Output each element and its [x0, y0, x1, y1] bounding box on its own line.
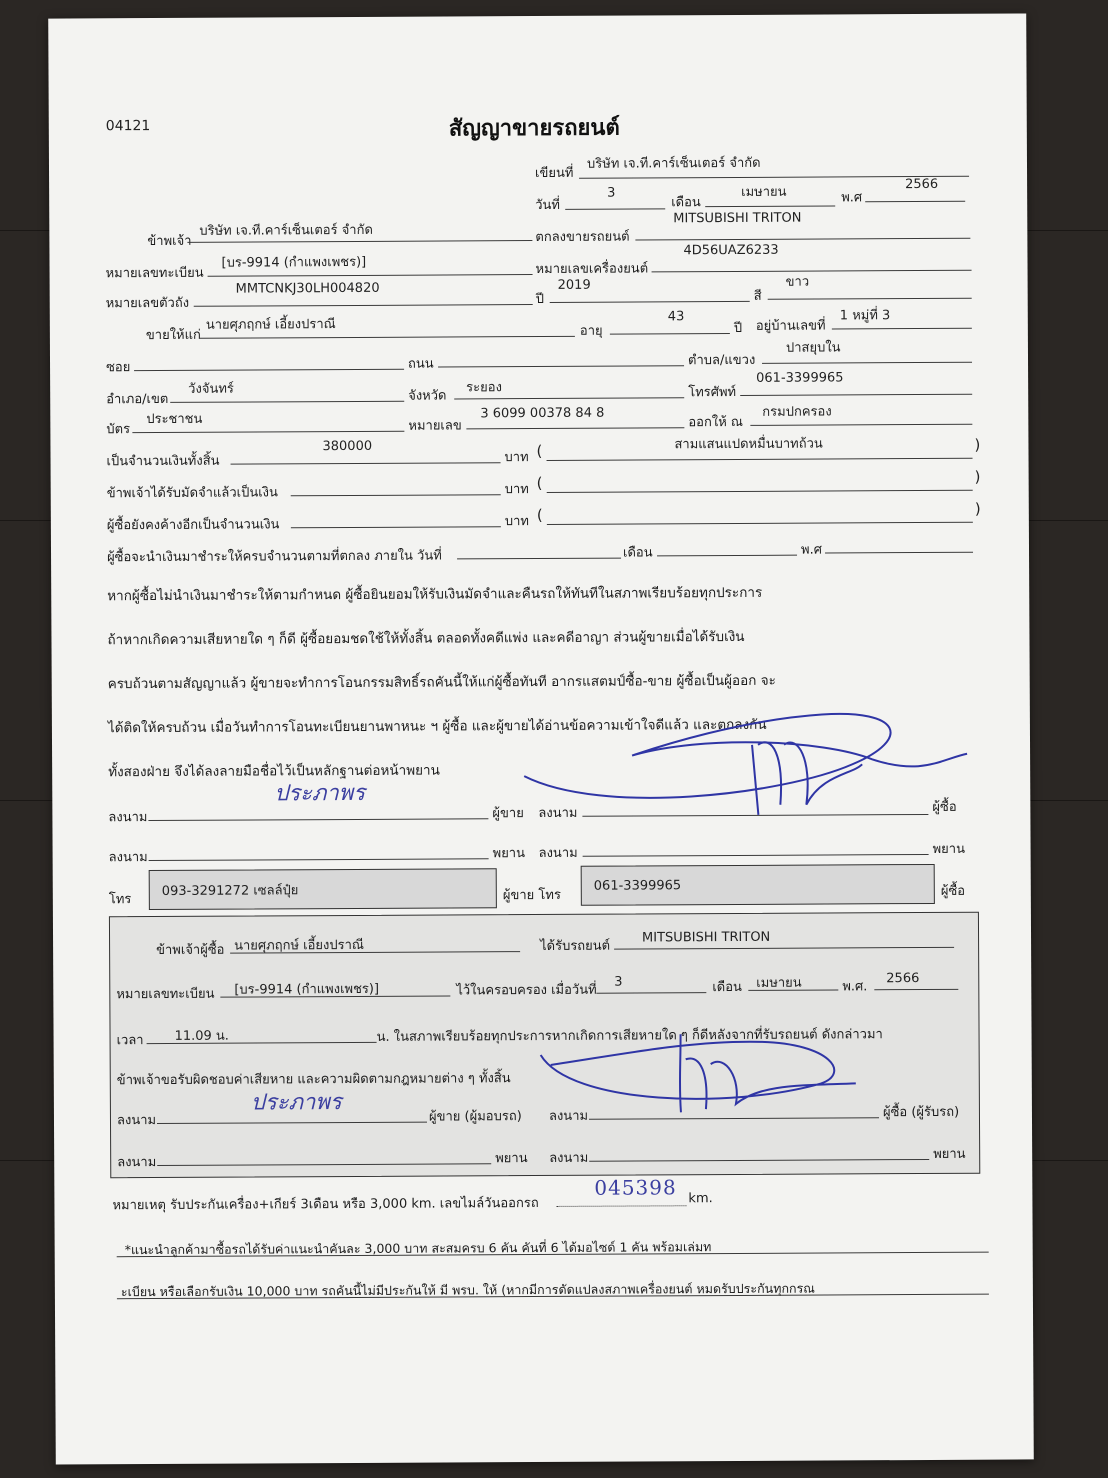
- road-label: ถนน: [407, 356, 434, 372]
- subdistrict-label: ตำบล/แขวง: [687, 352, 756, 369]
- due-label: ผู้ซื้อจะนำเงินมาชำระให้ครบจำนวนตามที่ตกลง ภายใน วันที่: [107, 548, 442, 566]
- underline: [208, 274, 533, 277]
- document-title: สัญญาขายรถยนต์: [448, 115, 620, 142]
- car-model-value: MITSUBISHI TRITON: [673, 210, 802, 227]
- deposit-label: ข้าพเจ้าได้รับมัดจำแล้วเป็นเงิน: [106, 485, 278, 502]
- underline: [705, 205, 835, 207]
- seller-phone-box: 093-3291272 เซลล์ปุ๋ย: [149, 868, 497, 910]
- underline: [762, 362, 972, 364]
- month-value: เมษายน: [741, 184, 787, 200]
- underline: [550, 301, 750, 303]
- year-label: พ.ศ: [841, 190, 863, 206]
- chassis-label: หมายเลขตัวถัง: [105, 295, 190, 312]
- mileage-dotted-line: [556, 1205, 686, 1207]
- phone-label: โทรศัพท์: [688, 384, 737, 401]
- sign-label: ลงนาม: [538, 845, 578, 862]
- agree-sell-label: ตกลงขายรถยนต์: [535, 229, 630, 246]
- year-unit: ปี: [733, 320, 743, 336]
- time-value: 11.09 น.: [174, 1028, 229, 1044]
- underline: [825, 552, 973, 554]
- day-value: 3: [607, 185, 616, 201]
- liability-text: ข้าพเจ้าขอรับผิดชอบค่าเสียหาย และความผิดตามกฎหมายต่าง ๆ ทั้งสิ้น: [116, 1071, 511, 1089]
- balance-label: ผู้ซื้อยังคงค้างอีกเป็นจำนวนเงิน: [106, 517, 280, 534]
- underline: [457, 558, 621, 560]
- color-label: สี: [753, 288, 762, 304]
- province-label: จังหวัด: [408, 388, 447, 404]
- receipt-seller-role: ผู้ขาย (ผู้มอบรถ): [428, 1109, 522, 1125]
- receipt-buyer-name: นายศุภฤกษ์ เอี้ยงปราณี: [234, 937, 365, 954]
- buyer-signature: [522, 704, 973, 816]
- underline: [291, 526, 501, 528]
- receipt-seller-handwritten-signature: ประภาพร: [250, 1090, 342, 1116]
- underline: [231, 462, 501, 464]
- underline: [134, 369, 404, 371]
- underline: [157, 1122, 427, 1124]
- card-no-value: 3 6099 00378 84 8: [480, 405, 605, 422]
- model-year-value: 2019: [557, 277, 591, 293]
- issued-by-value: กรมปกครอง: [762, 404, 832, 420]
- sign-label: ลงนาม: [108, 850, 148, 866]
- written-at-label: เขียนที่: [534, 165, 574, 182]
- receipt-year-label: พ.ศ.: [842, 979, 868, 995]
- time-label: เวลา: [116, 1033, 144, 1049]
- terms-line: ถ้าหากเกิดความเสียหายใด ๆ ก็ดี ผู้ซื้อยอมชดใช้ให้ทั้งสิ้น ตลอดทั้งคดีแพ่ง และคดีอาญา ส่วนผู้ขายเมื่อได้รับเงิน: [107, 628, 745, 649]
- underline: [768, 298, 972, 300]
- baht-label: บาท: [504, 450, 529, 466]
- vehicle-receipt-box: [109, 912, 980, 1179]
- terms-line: หากผู้ซื้อไม่นำเงินมาชำระให้ตามกำหนด ผู้ซื้อยินยอมให้รับเงินมัดจำและคืนรถให้ทันทีในสภาพเรียบร้อยทุกประการ: [107, 584, 763, 605]
- house-no-value: 1 หมู่ที่ 3: [839, 308, 891, 324]
- age-value: 43: [667, 309, 685, 325]
- plate-value: [บร-9914 (กำแพงเพชร)]: [221, 254, 367, 271]
- tel-label: โทร: [108, 892, 132, 908]
- underline: [874, 989, 958, 990]
- seller-role: ผู้ขาย: [492, 806, 524, 822]
- possession-label: ไว้ในครอบครอง เมื่อวันที่: [456, 982, 597, 999]
- underline: [547, 522, 973, 525]
- age-label: อายุ: [579, 323, 603, 339]
- i-buyer-label: ข้าพเจ้าผู้ซื้อ: [156, 942, 225, 959]
- underline: [589, 1159, 929, 1162]
- referral-note-line2: ะเบียน หรือเลือกรับเงิน 10,000 บาท รถคันนี้ไม่มีประกันให้ มี พรบ. ให้ (หากมีการดัดแปลงสภาพเครื่องยนต์ หมดรับประกันทุกกรณ: [120, 1280, 815, 1300]
- receipt-month-label: เดือน: [712, 979, 742, 996]
- sign-label: ลงนาม: [548, 1108, 589, 1124]
- underline: [132, 431, 404, 433]
- underline: [157, 1163, 491, 1166]
- receipt-plate-label: หมายเลขทะเบียน: [116, 986, 215, 1003]
- mileage-handwritten: 045398: [594, 1175, 677, 1200]
- due-month-label: เดือน: [622, 545, 653, 561]
- buyer-role: ผู้ซื้อ: [940, 883, 966, 899]
- underline: [865, 201, 965, 203]
- card-value: ประชาชน: [146, 411, 203, 428]
- underline: [194, 304, 533, 307]
- month-label: เดือน: [671, 195, 701, 211]
- card-label: บัตร: [106, 422, 131, 438]
- underline: [170, 401, 404, 403]
- province-value: ระยอง: [466, 380, 502, 396]
- witness-role: พยาน: [932, 841, 965, 857]
- underline: [614, 947, 954, 950]
- card-no-label: หมายเลข: [408, 418, 462, 434]
- sign-label: ลงนาม: [538, 805, 578, 822]
- underline: [148, 818, 488, 821]
- underline: [652, 270, 972, 273]
- day-label: วันที่: [535, 197, 561, 214]
- terms-line: ทั้งสองฝ่าย จึงได้ลงลายมือชื่อไว้เป็นหลักฐานต่อหน้าพยาน: [108, 762, 440, 781]
- condition-text: น. ในสภาพเรียบร้อยทุกประการหากเกิดการเสียหายใด ๆ ก็ดีหลังจากที่รับรถยนต์ ดังกล่าวมา: [376, 1027, 883, 1045]
- paren-open: (: [536, 473, 543, 493]
- baht-label: บาท: [504, 514, 530, 530]
- witness-role: พยาน: [495, 1151, 528, 1167]
- underline: [438, 365, 684, 367]
- seller-handwritten-signature: ประภาพร: [274, 780, 366, 807]
- subdistrict-value: ปาสยุบใน: [785, 340, 841, 356]
- receipt-buyer-role: ผู้ซื้อ (ผู้รับรถ): [882, 1104, 960, 1121]
- total-words: สามแสนแปดหมื่นบาทถ้วน: [674, 436, 823, 453]
- underline: [832, 328, 972, 330]
- terms-line: ได้ติดให้ครบถ้วน เมื่อวันทำการโอนทะเบียนยานพาหนะ ฯ ผู้ซื้อ และผู้ขายได้อ่านข้อความเข้าใจดีแล้ว และตกลงกัน: [107, 716, 767, 737]
- written-at-value: บริษัท เจ.ที.คาร์เซ็นเตอร์ จำกัด: [586, 155, 761, 172]
- document-number: 04121: [105, 118, 151, 135]
- receipt-day-value: 3: [614, 974, 623, 990]
- underline: [149, 858, 489, 861]
- seller-tel-label: ผู้ขาย โทร: [502, 887, 561, 904]
- km-unit: km.: [688, 1191, 713, 1207]
- witness-role: พยาน: [933, 1146, 966, 1162]
- paren-open: (: [536, 505, 543, 525]
- receipt-car-value: MITSUBISHI TRITON: [642, 929, 771, 946]
- soi-label: ซอย: [106, 360, 131, 376]
- underline: [291, 494, 501, 496]
- due-year-label: พ.ศ: [800, 542, 823, 558]
- sign-label: ลงนาม: [549, 1150, 589, 1166]
- seller-label: ข้าพเจ้า: [147, 233, 192, 250]
- phone-value: 061-3399965: [756, 370, 844, 386]
- witness-role: พยาน: [492, 846, 526, 862]
- seller-value: บริษัท เจ.ที.คาร์เซ็นเตอร์ จำกัด: [199, 222, 373, 239]
- receipt-month-value: เมษายน: [756, 975, 802, 991]
- engine-value: 4D56UAZ6233: [683, 242, 779, 259]
- underline: [565, 208, 665, 210]
- underline: [610, 333, 730, 335]
- underline: [547, 490, 973, 493]
- paren-close: ): [974, 467, 981, 486]
- plate-label: หมายเลขทะเบียน: [105, 265, 204, 282]
- receipt-year-value: 2566: [886, 971, 920, 987]
- underline: [547, 458, 973, 461]
- underline: [750, 424, 972, 426]
- paren-open: (: [536, 441, 543, 461]
- color-value: ขาว: [785, 274, 810, 290]
- contract-paper: [48, 13, 1034, 1464]
- chassis-value: MMTCNKJ30LH004820: [235, 280, 380, 297]
- sell-to-label: ขายให้แก่: [145, 327, 201, 344]
- sign-label: ลงนาม: [108, 810, 148, 826]
- underline: [740, 394, 972, 396]
- total-label: เป็นจำนวนเงินทั้งสิ้น: [106, 453, 220, 470]
- received-car-label: ได้รับรถยนต์: [540, 938, 611, 955]
- engine-label: หมายเลขเครื่องยนต์: [535, 261, 649, 278]
- terms-line: ครบถ้วนตามสัญญาแล้ว ผู้ขายจะทำการโอนกรรมสิทธิ์รถคันนี้ให้แก่ผู้ซื้อทันที อากรแสตมป์ซื้อ-ขาย ผู้ซื้อเป็นผู้ออก จะ: [107, 672, 776, 693]
- warranty-note: หมายเหตุ รับประกันเครื่อง+เกียร์ 3เดือน หรือ 3,000 km. เลขไมล์วันออกรถ: [112, 1196, 539, 1214]
- district-value: วังจันทร์: [188, 381, 234, 397]
- sign-label: ลงนาม: [116, 1113, 157, 1129]
- paren-close: ): [974, 499, 981, 518]
- underline: [454, 397, 684, 399]
- house-no-label: อยู่บ้านเลขที่: [755, 318, 826, 334]
- district-label: อำเภอ/เขต: [106, 391, 169, 408]
- underline: [200, 336, 575, 339]
- underline: [589, 1117, 879, 1120]
- referral-note-line1: *แนะนำลูกค้ามาซื้อรถได้รับค่าแนะนำคันละ 3,000 บาท สะสมครบ 6 คัน คันที่ 6 ได้มอไซด์ 1 คัน พร้อมเล่มท: [124, 1239, 712, 1258]
- model-year-label: ปี: [535, 291, 545, 308]
- underline: [596, 992, 706, 994]
- receipt-plate-value: [บร-9914 (กำแพงเพชร)]: [234, 981, 380, 998]
- total-value: 380000: [322, 438, 373, 455]
- underline: [657, 555, 797, 557]
- year-value: 2566: [905, 176, 939, 193]
- underline: [635, 238, 970, 241]
- receipt-buyer-signature: [530, 1023, 860, 1115]
- buyer-name: นายศุภฤกษ์ เอี้ยงปราณี: [205, 317, 336, 333]
- baht-label: บาท: [504, 482, 529, 498]
- buyer-role: ผู้ซื้อ: [932, 799, 957, 815]
- buyer-phone-box: 061-3399965: [581, 864, 935, 906]
- underline: [466, 427, 684, 429]
- issued-by-label: ออกให้ ณ: [688, 414, 743, 431]
- underline: [583, 854, 929, 857]
- paren-close: ): [974, 435, 981, 454]
- sign-label: ลงนาม: [117, 1155, 157, 1171]
